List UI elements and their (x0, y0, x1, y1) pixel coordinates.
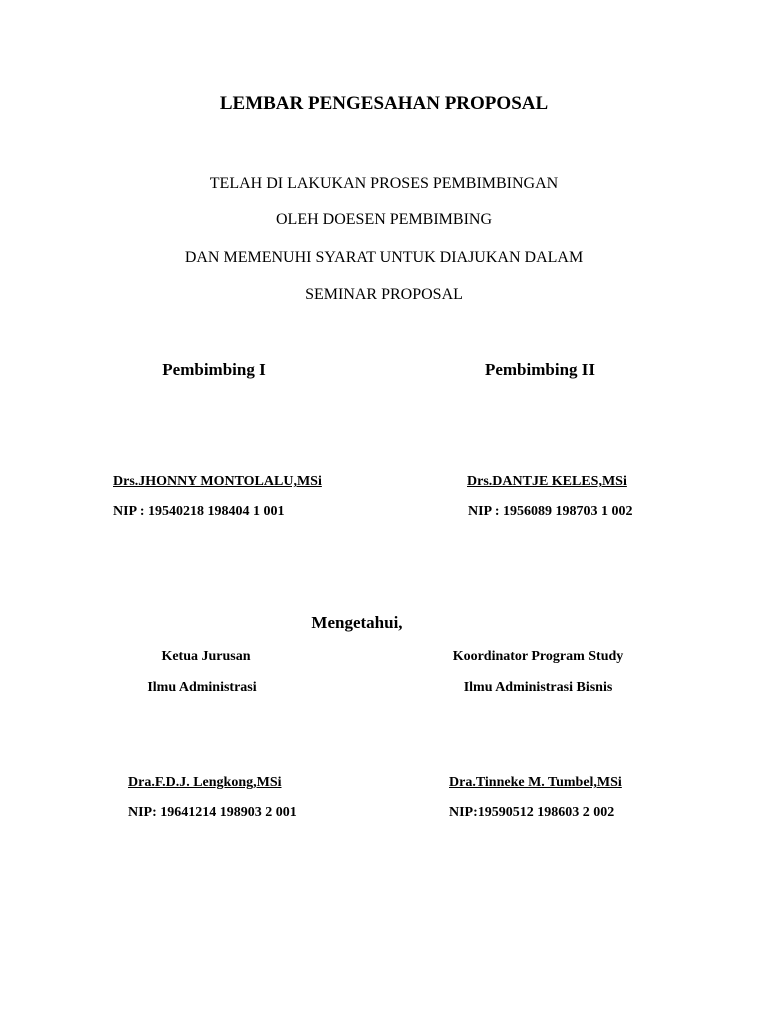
statement-line-1: TELAH DI LAKUKAN PROSES PEMBIMBINGAN (209, 175, 559, 192)
statement-line-4: SEMINAR PROPOSAL (305, 286, 463, 303)
document-title: LEMBAR PENGESAHAN PROPOSAL (219, 93, 549, 114)
approver-1-name: Dra.F.D.J. Lengkong,MSi (128, 775, 282, 790)
approver-2-department: Ilmu Administrasi Bisnis (463, 680, 613, 695)
supervisor-1-nip: NIP : 19540218 198404 1 001 (113, 504, 285, 519)
approver-2-role: Koordinator Program Study (452, 649, 624, 664)
approver-1-role: Ketua Jurusan (161, 649, 251, 664)
supervisor-2-name: Drs.DANTJE KELES,MSi (467, 474, 627, 489)
supervisor-2-nip: NIP : 1956089 198703 1 002 (468, 504, 633, 519)
statement-line-2: OLEH DOESEN PEMBIMBING (276, 211, 492, 228)
approver-2-name: Dra.Tinneke M. Tumbel,MSi (449, 775, 622, 790)
approver-1-department: Ilmu Administrasi (147, 680, 257, 695)
supervisor-2-heading: Pembimbing II (484, 360, 596, 379)
supervisor-1-name: Drs.JHONNY MONTOLALU,MSi (113, 474, 322, 489)
approver-1-nip: NIP: 19641214 198903 2 001 (128, 805, 297, 820)
statement-line-3: DAN MEMENUHI SYARAT UNTUK DIAJUKAN DALAM (184, 249, 584, 266)
approver-2-nip: NIP:19590512 198603 2 002 (449, 805, 615, 820)
supervisor-1-heading: Pembimbing I (162, 360, 266, 379)
acknowledged-label: Mengetahui, (311, 613, 403, 632)
